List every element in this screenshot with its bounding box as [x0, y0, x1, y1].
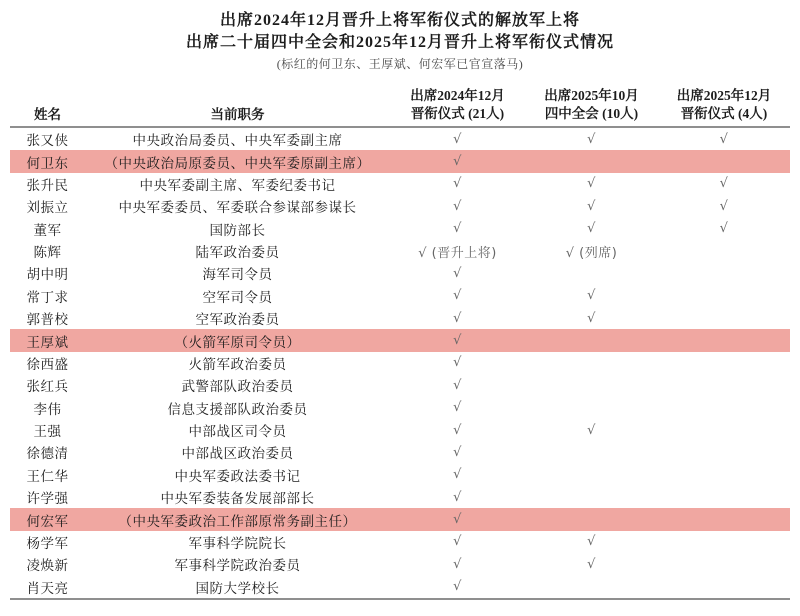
cell-position: 空军政治委员	[195, 312, 280, 328]
table-row	[10, 397, 790, 419]
cell-check-ceremony-2024: √	[453, 288, 462, 304]
cell-check-ceremony-2024: √	[453, 467, 462, 483]
cell-check-ceremony-2024: √	[453, 400, 462, 416]
cell-name: 何卫东	[26, 155, 69, 171]
table-row	[10, 419, 790, 441]
cell-check-ceremony-2024: √	[453, 579, 462, 595]
table-row	[10, 285, 790, 307]
title-line2: 出席二十届四中全会和2025年12月晋升上将军衔仪式情况	[185, 34, 614, 51]
cell-position: 中央军委装备发展部部长	[160, 491, 315, 507]
cell-check-ceremony-2025: √	[719, 176, 729, 192]
cell-check-ceremony-2024: √	[453, 355, 462, 371]
cell-name: 胡中明	[26, 267, 69, 283]
cell-check-ceremony-2024: √	[453, 512, 462, 528]
cell-check-ceremony-2024: √	[453, 377, 462, 393]
cell-position: （中央政治局原委员、中央军委原副主席）	[104, 155, 371, 171]
cell-check-ceremony-2024: √	[453, 444, 462, 460]
cell-check-plenum: √	[587, 221, 596, 237]
cell-check-ceremony-2024: √ (晋升上将)	[418, 245, 497, 261]
cell-name: 王仁华	[26, 468, 69, 484]
table-row	[10, 329, 790, 351]
table-row	[10, 508, 790, 530]
cell-check-ceremony-2024: √	[453, 333, 462, 349]
cell-check-plenum: √	[587, 176, 596, 192]
cell-check-plenum: √	[587, 198, 596, 214]
cell-check-plenum: √	[587, 131, 596, 147]
header-plenum	[525, 87, 658, 123]
cell-check-plenum: √	[587, 556, 596, 572]
cell-name: 许学强	[26, 491, 69, 507]
table-row	[10, 441, 790, 463]
cell-position: 中部战区司令员	[188, 424, 287, 440]
cell-position: 国防大学校长	[195, 580, 280, 596]
cell-position: 陆军政治委员	[195, 245, 280, 261]
table-row	[10, 218, 790, 240]
table-row	[10, 195, 790, 217]
cell-name: 徐西盛	[26, 356, 69, 372]
table-row	[10, 464, 790, 486]
cell-position: 中央军委委员、军委联合参谋部参谋长	[118, 200, 357, 216]
header-ceremony-2025-line1: 出席2025年12月	[676, 88, 772, 103]
header-plenum-line2: 四中全会 (10人)	[544, 106, 639, 121]
table-row	[10, 307, 790, 329]
cell-position: 信息支援部队政治委员	[167, 401, 308, 417]
cell-name: 张升民	[26, 177, 69, 193]
header-ceremony-2025	[658, 87, 790, 123]
cell-position: 火箭军政治委员	[188, 356, 287, 372]
table-row	[10, 576, 790, 598]
cell-position: 军事科学院政治委员	[174, 558, 301, 574]
cell-check-ceremony-2024: √	[453, 556, 462, 572]
cell-check-ceremony-2024: √	[453, 534, 462, 550]
cell-check-ceremony-2024: √	[453, 265, 462, 281]
cell-check-plenum: √	[587, 288, 596, 304]
cell-name: 张红兵	[26, 379, 69, 395]
cell-name: 徐德清	[26, 446, 69, 462]
cell-position: 中央政治局委员、中央军委副主席	[132, 133, 343, 149]
title-note: (标红的何卫东、王厚斌、何宏军已官宣落马)	[276, 57, 524, 71]
attendance-table	[10, 86, 790, 600]
cell-check-ceremony-2024: √	[453, 131, 462, 147]
cell-name: 陈辉	[33, 245, 62, 261]
cell-name: 董军	[33, 222, 62, 238]
table-row	[10, 374, 790, 396]
cell-position: 海军司令员	[202, 267, 273, 283]
table-row	[10, 150, 790, 172]
table-row	[10, 173, 790, 195]
header-ceremony-2024-line1: 出席2024年12月	[410, 88, 505, 103]
cell-name: 凌焕新	[26, 558, 69, 574]
cell-name: 常丁求	[26, 289, 69, 305]
table-header-row	[10, 86, 790, 128]
header-ceremony-2024	[390, 87, 525, 123]
cell-name: 张又侠	[26, 133, 69, 149]
cell-check-ceremony-2024: √	[453, 310, 462, 326]
header-name: 姓名	[34, 107, 61, 122]
cell-name: 何宏军	[26, 513, 69, 529]
table-row	[10, 486, 790, 508]
cell-position: 空军司令员	[202, 289, 273, 305]
cell-position: 中部战区政治委员	[181, 446, 294, 462]
cell-name: 王强	[33, 424, 62, 440]
cell-check-ceremony-2024: √	[453, 198, 462, 214]
cell-check-plenum: √	[587, 422, 596, 438]
cell-check-ceremony-2024: √	[453, 221, 462, 237]
table-row	[10, 240, 790, 262]
cell-check-ceremony-2024: √	[453, 489, 462, 505]
table-row	[10, 553, 790, 575]
cell-check-plenum: √	[587, 534, 596, 550]
cell-name: 刘振立	[26, 200, 69, 216]
title-line1: 出席2024年12月晋升上将军衔仪式的解放军上将	[219, 12, 580, 29]
cell-position: 国防部长	[209, 222, 266, 238]
cell-check-ceremony-2025: √	[719, 221, 729, 237]
cell-position: 武警部队政治委员	[181, 379, 294, 395]
title-block	[0, 0, 800, 72]
header-position: 当前职务	[210, 107, 265, 122]
cell-check-ceremony-2024: √	[453, 176, 462, 192]
cell-check-plenum: √ (列席)	[565, 245, 618, 261]
cell-check-ceremony-2025: √	[719, 131, 729, 147]
table-body	[10, 128, 790, 600]
cell-check-ceremony-2024: √	[453, 154, 462, 170]
cell-position: （火箭军原司令员）	[174, 334, 301, 350]
cell-check-ceremony-2024: √	[453, 422, 462, 438]
header-plenum-line1: 出席2025年10月	[544, 88, 639, 103]
cell-check-ceremony-2025: √	[719, 198, 729, 214]
cell-name: 郭普校	[26, 312, 69, 328]
table-row	[10, 128, 790, 150]
cell-position: 军事科学院院长	[188, 535, 287, 551]
header-ceremony-2025-line2: 晋衔仪式 (4人)	[680, 106, 768, 121]
table-row	[10, 262, 790, 284]
cell-position: 中央军委政法委书记	[174, 468, 301, 484]
table-row	[10, 352, 790, 374]
cell-position: 中央军委副主席、军委纪委书记	[139, 177, 336, 193]
cell-name: 王厚斌	[26, 334, 69, 350]
cell-name: 肖天亮	[26, 580, 69, 596]
table-row	[10, 531, 790, 553]
cell-name: 李伟	[33, 401, 62, 417]
cell-name: 杨学军	[26, 535, 69, 551]
cell-position: （中央军委政治工作部原常务副主任）	[118, 513, 357, 529]
header-ceremony-2024-line2: 晋衔仪式 (21人)	[410, 106, 505, 121]
cell-check-plenum: √	[587, 310, 596, 326]
